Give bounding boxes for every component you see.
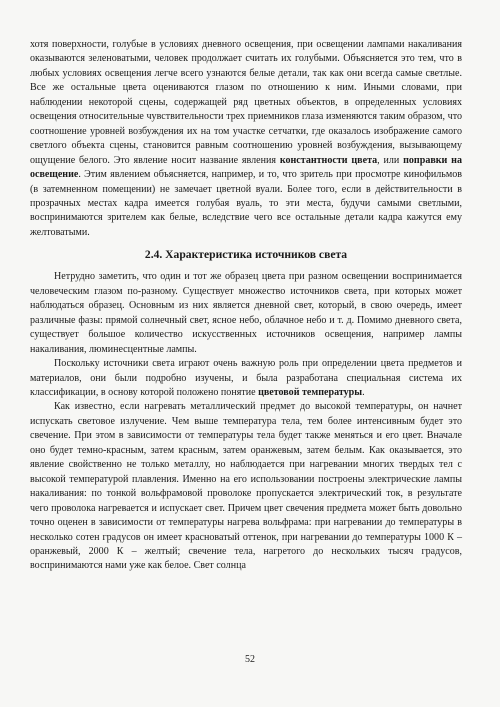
bold-term: константности цвета [279,154,378,166]
page-body [30,38,462,574]
paragraph [30,400,462,573]
paragraph [30,270,462,357]
paragraph [30,38,462,240]
text-block-before-heading [30,38,462,240]
section-heading: 2.4. Характеристика источников света [144,248,348,262]
text-block-after-heading [30,270,462,574]
bold-term: поправки на освещение [30,154,462,181]
text-run: хотя поверхности, голубые в условиях дневного освещения, при освещении лампами накаливания оказываются зеленоватыми, человек продолжает считать их голубыми. Объясняется это тем, что в любых условиях освещения легче всего узнаются белые детали, так как они всегда самые светлые. Все же остальные цвета оцениваются глазом по отношению к ним. Иными словами, при наблюдении некоторой сцены, содержащей ряд цветных объектов, в определенных условиях освещения относительные чувствительности трех приемников глаза изменяются таким образом, что соотношение уровней возбуждения их на том участке сетчатки, где оказалось изображение самого светлого объекта сцены, становится равным соотношению уровней возбуждения, вызывающему ощущение белого. Это явление носит название явления [30,39,462,166]
text-run: Нетрудно заметить, что один и тот же образец цвета при разном освещении воспринимается человеческим глазом по-разному. Существует множество источников света, при которых может наблюдаться образец. Основным из них является дневной свет, который, в свою очередь, имеет различные фазы: прямой солнечный свет, ясное небо, облачное небо и т. д. Помимо дневного света, существует большое количество искусственных источников освещения, например лампы накаливания, люминесцентные лампы. [30,271,462,355]
bold-term: цветовой температуры [258,386,363,398]
page-number: 52 [245,654,255,665]
text-run: Как известно, если нагревать металлический предмет до высокой температуры, он начнет испускать световое излучение. Чем выше температура тела, тем более интенсивным будет это свечение. При этом в зависимости от температуры тела будет также меняться и его цвет. Вначале оно будет темно-красным, затем красным, затем оранжевым, затем белым. Как оказывается, это явление свойственно не только металлу, но наблюдается при нагревании многих твердых тел с высокой температурой плавления. Именно на его использовании построены электрические лампы накаливания: по тонкой вольфрамовой проволоке пропускается электрический ток, в результате чего проволока нагревается и испускает свет. Причем цвет свечения предмета может быть довольно точно оценен в зависимости от температуры нагрева вольфрама: при нагревании до температуры в несколько сотен градусов он имеет красноватый оттенок, при нагревании до температуры 1000 К – оранжевый, 2000 К – желтый; свечение тела, нагретого до нескольких тысяч градусов, воспринимаются нами уже как белое. Свет солнца [30,401,462,572]
text-run: Поскольку источники света играют очень важную роль при определении цвета предметов и материалов, они были подробно изучены, и была разработана специальная система их классификации, в основу которой положено понятие [30,358,462,398]
text-run: , или [377,154,404,166]
paragraph [30,357,462,400]
text-run: . Этим явлением объясняется, например, и то, что зритель при просмотре кинофильмов (в затемненном помещении) не замечает цветной вуали. Более того, если в действительности в прозрачных местах кадра имеется голубая вуаль, то эти места, будучи самыми светлыми, воспринимаются зрителем как белые, вследствие чего все остальные детали кадра кажутся ему желтоватыми. [30,169,462,238]
text-run: . [362,386,365,398]
